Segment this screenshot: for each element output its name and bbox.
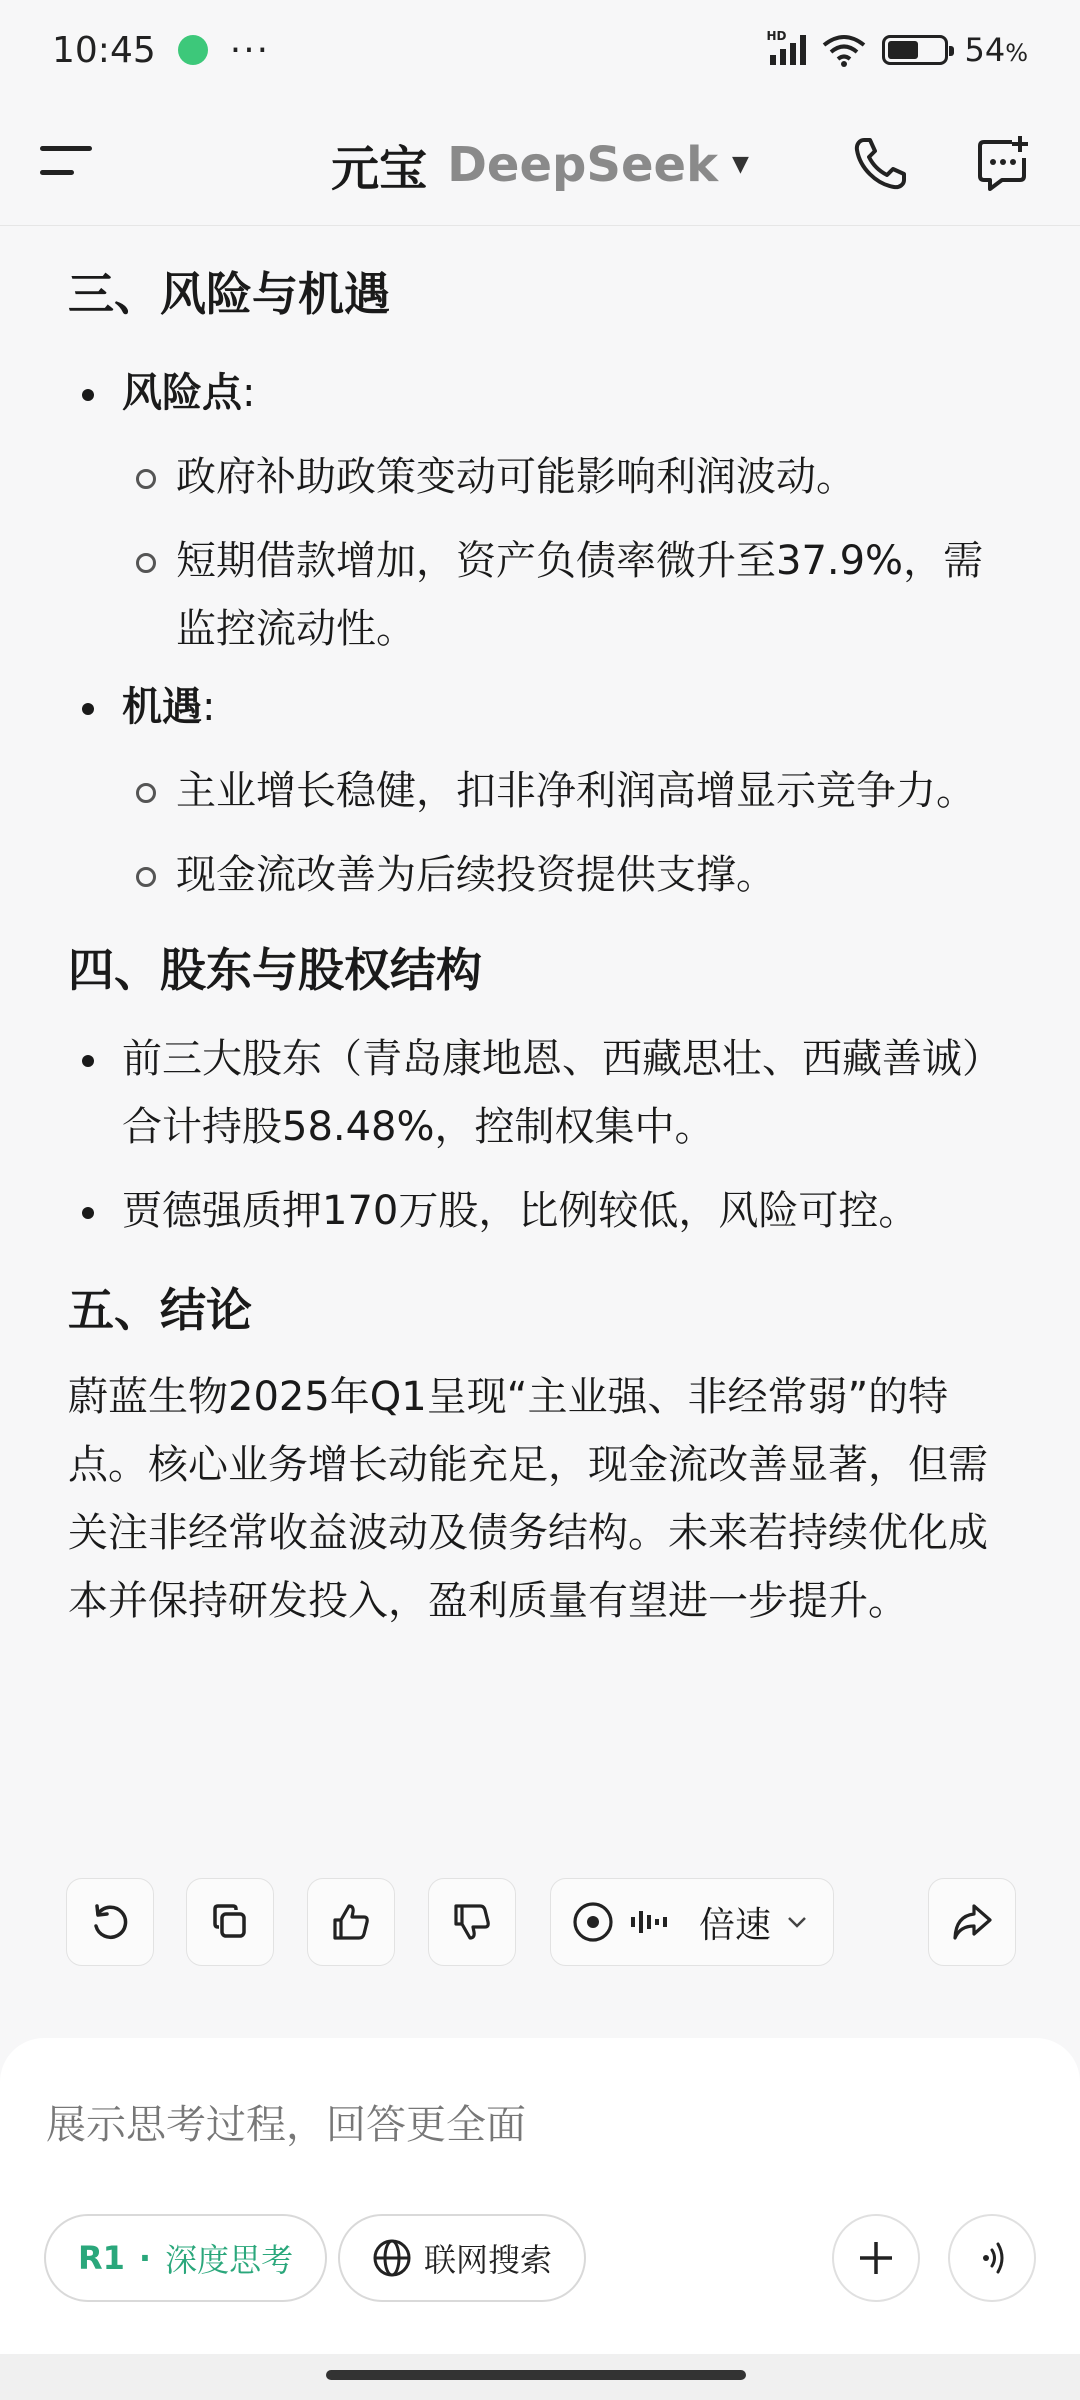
- list-item: 短期借款增加，资产负债率微升至37.9%，需监控流动性。: [122, 527, 1012, 663]
- add-attachment-button[interactable]: [832, 2214, 920, 2302]
- r1-separator: ·: [138, 2239, 152, 2277]
- battery-icon: [882, 35, 948, 65]
- chat-composer: [0, 2038, 1080, 2400]
- section-4-title: 四、股东与股权结构: [68, 943, 482, 997]
- regenerate-button[interactable]: [66, 1878, 154, 1966]
- list-item: 现金流改善为后续投资提供支撑。: [122, 841, 1012, 909]
- audio-wave-icon: [629, 1907, 673, 1937]
- r1-badge: R1: [78, 2239, 125, 2277]
- model-name: DeepSeek: [447, 136, 718, 193]
- section-3-title: 三、风险与机遇: [68, 267, 390, 321]
- list-item: 主业增长稳健，扣非净利润高增显示竞争力。: [122, 757, 1012, 825]
- web-search-toggle[interactable]: [338, 2214, 586, 2302]
- more-notifications-icon: ···: [229, 29, 271, 71]
- deep-think-toggle[interactable]: [44, 2214, 327, 2302]
- dislike-button[interactable]: [428, 1878, 516, 1966]
- app-name: 元宝: [331, 141, 428, 197]
- read-aloud-button[interactable]: [550, 1878, 834, 1966]
- web-search-label: 联网搜索: [424, 2241, 553, 2279]
- wifi-icon: [822, 33, 866, 67]
- hd-badge: HD: [766, 29, 787, 43]
- like-button[interactable]: [307, 1878, 395, 1966]
- plus-icon: [856, 2238, 896, 2278]
- conclusion-paragraph: 蔚蓝生物2025年Q1呈现“主业强、非经常弱”的特点。核心业务增长动能充足，现金流改善显著，但需关注非经常收益波动及债务结构。未来若持续优化成本并保持研发投入，盈利质量有望进一步提升。: [68, 1374, 988, 1624]
- wechat-notification-icon: [178, 35, 208, 65]
- status-time: 10:45: [52, 29, 156, 71]
- globe-icon: [372, 2238, 412, 2278]
- new-chat-icon[interactable]: [972, 132, 1036, 196]
- share-button[interactable]: [928, 1878, 1016, 1966]
- list-item: 机遇: 主业增长稳健，扣非净利润高增显示竞争力。 现金流改善为后续投资提供支撑。: [68, 673, 1012, 909]
- status-bar: [0, 0, 1080, 100]
- refresh-icon: [88, 1900, 132, 1944]
- chevron-down-icon: [785, 1910, 809, 1934]
- deep-think-label: 深度思考: [165, 2241, 294, 2279]
- copy-icon: [208, 1900, 252, 1944]
- model-selector[interactable]: [0, 130, 1080, 199]
- chevron-down-icon: ▼: [732, 152, 749, 177]
- speed-label: 倍速: [699, 1904, 772, 1946]
- list-item: 风险点: 政府补助政策变动可能影响利润波动。 短期借款增加，资产负债率微升至37.9%，需监控流动性。: [68, 359, 1012, 663]
- thumbs-up-icon: [329, 1900, 373, 1944]
- play-stop-icon: [571, 1900, 615, 1944]
- list-item: 政府补助政策变动可能影响利润波动。: [122, 443, 1012, 511]
- answer-content: [0, 226, 1080, 1635]
- list-item: 贾德强质押170万股，比例较低，风险可控。: [68, 1177, 1012, 1245]
- voice-icon: [972, 2238, 1012, 2278]
- copy-button[interactable]: [186, 1878, 274, 1966]
- app-header: [0, 100, 1080, 226]
- cellular-signal-icon: [766, 29, 806, 65]
- battery-percent: 54%: [964, 31, 1028, 69]
- section-5-title: 五、结论: [68, 1283, 252, 1337]
- message-input[interactable]: 展示思考过程，回答更全面: [46, 2102, 526, 2148]
- message-actions: [66, 1878, 1016, 1966]
- thumbs-down-icon: [450, 1900, 494, 1944]
- home-indicator[interactable]: [326, 2370, 746, 2380]
- voice-input-button[interactable]: [948, 2214, 1036, 2302]
- list-item: 前三大股东（青岛康地恩、西藏思壮、西藏善诚）合计持股58.48%，控制权集中。: [68, 1025, 1012, 1161]
- phone-call-icon[interactable]: [848, 132, 912, 196]
- share-icon: [950, 1900, 994, 1944]
